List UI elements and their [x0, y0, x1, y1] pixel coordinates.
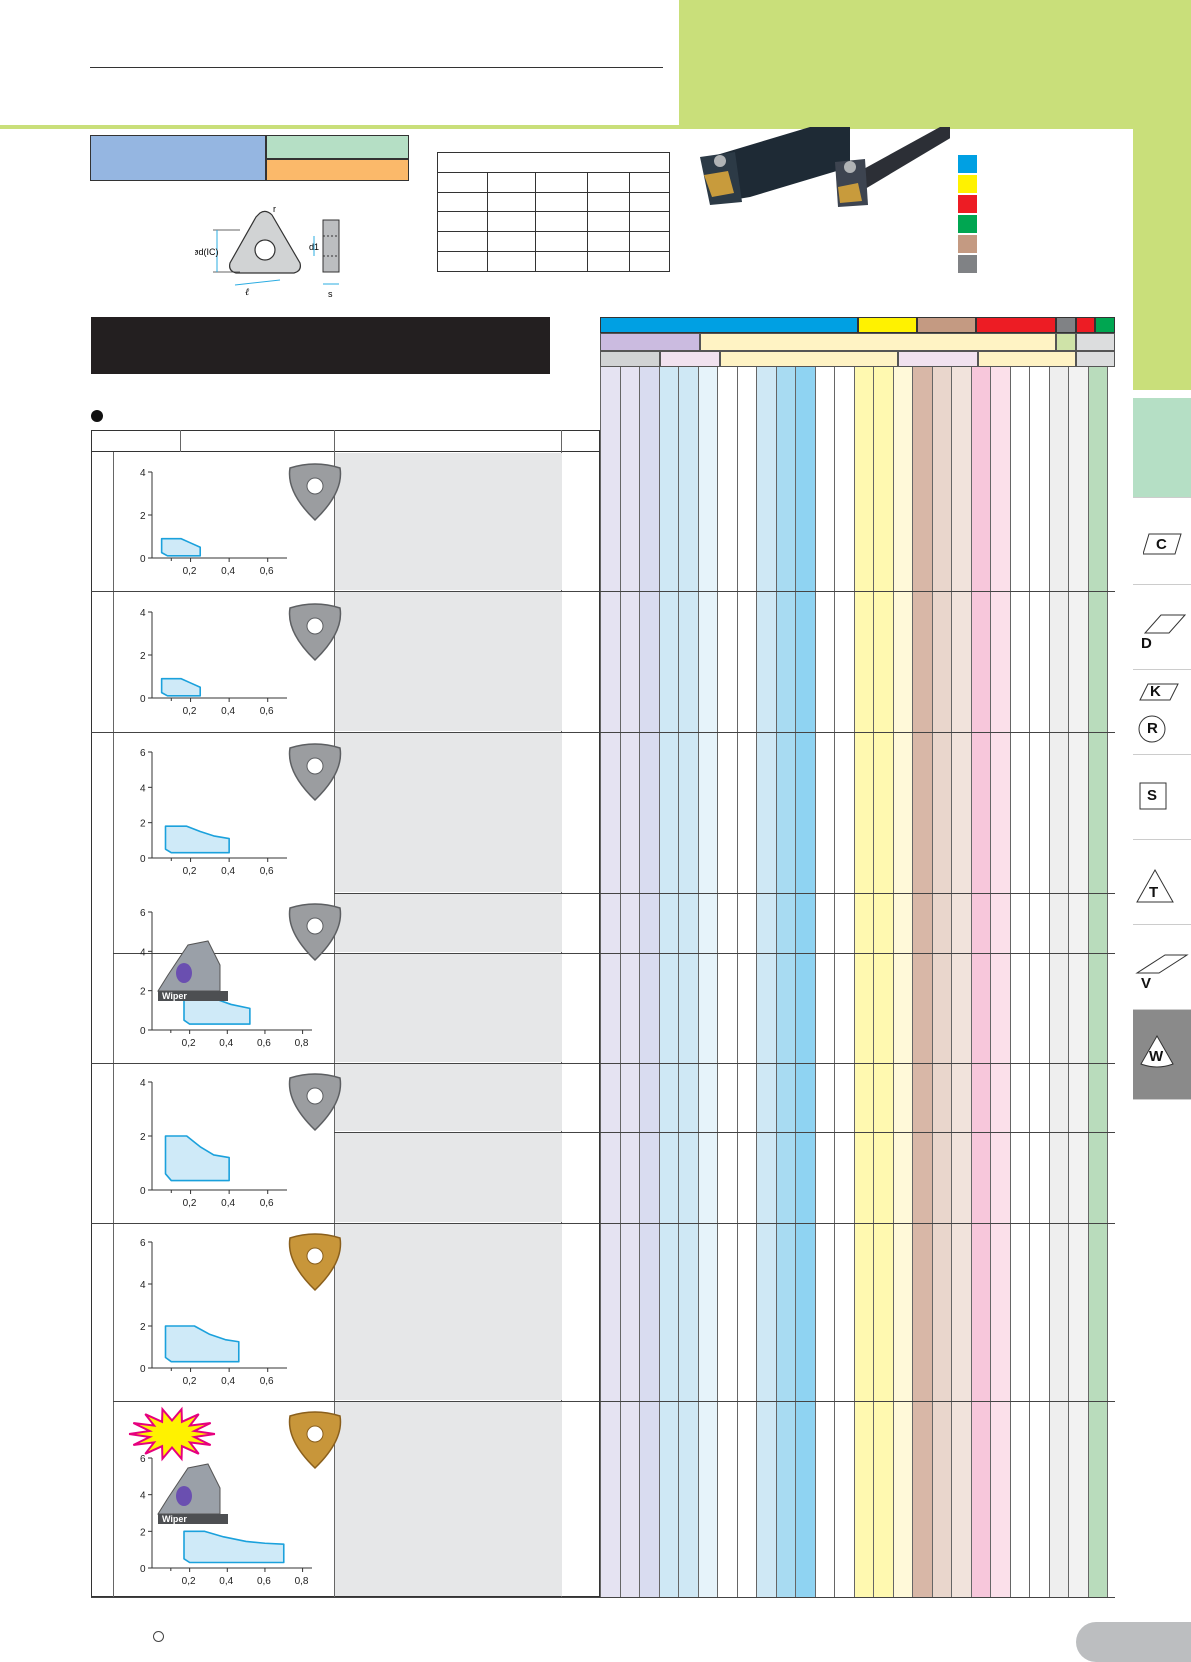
- grade-column-line: [1010, 367, 1011, 1597]
- x-tick-label: 0,4: [219, 1576, 234, 1587]
- row-line: [91, 732, 1115, 733]
- grade-column-line: [776, 367, 777, 1597]
- x-tick-label: 0,2: [181, 1576, 196, 1587]
- grade-column: [1068, 367, 1088, 1597]
- grade-column: [815, 367, 835, 1597]
- grade-column-line: [834, 367, 835, 1597]
- subband-9: [978, 351, 1076, 367]
- side-tab-d-label: D: [1141, 635, 1152, 652]
- grade-column-line: [1049, 367, 1050, 1597]
- diameter-label: ød(IC): [195, 247, 219, 257]
- grade-column-line: [756, 367, 757, 1597]
- chart-svg: [114, 900, 334, 1060]
- grade-column-line: [893, 367, 894, 1597]
- x-tick-label: 0,4: [219, 1038, 234, 1049]
- legend-swatch-g: [958, 255, 977, 273]
- insert-photo: [290, 464, 341, 520]
- grade-column-line: [1088, 367, 1089, 1597]
- y-tick-label: 2: [140, 1132, 146, 1143]
- x-tick-label: 0,8: [294, 1038, 309, 1049]
- x-tick-label: 0,4: [221, 706, 236, 717]
- x-tick-label: 0,4: [221, 866, 236, 877]
- y-tick-label: 0: [140, 854, 146, 865]
- side-tab-v-label: V: [1141, 975, 1152, 992]
- subband-4: [1076, 333, 1115, 351]
- y-tick-label: 4: [140, 468, 146, 479]
- x-tick-label: 0,6: [259, 706, 274, 717]
- side-tab-c[interactable]: [1133, 500, 1191, 585]
- x-tick-label: 0,6: [259, 566, 274, 577]
- side-tab-t[interactable]: [1133, 840, 1191, 925]
- side-tab-c-label: C: [1156, 536, 1167, 553]
- row-line: [91, 591, 1115, 592]
- grade-column: [717, 367, 737, 1597]
- chart-svg: [114, 460, 334, 588]
- header-rule: [90, 67, 663, 68]
- grade-column: [854, 367, 874, 1597]
- grade-column-line: [698, 367, 699, 1597]
- x-tick-label: 0,4: [221, 1198, 236, 1209]
- application-range: [184, 1531, 284, 1562]
- description-cell: [335, 1133, 562, 1222]
- grade-column: [1029, 367, 1049, 1597]
- x-tick-label: 0,6: [256, 1038, 271, 1049]
- legend-swatch-n: [958, 195, 977, 213]
- x-tick-label: 0,2: [182, 706, 197, 717]
- header-divider: [180, 430, 181, 452]
- x-tick-label: 0,2: [182, 566, 197, 577]
- y-tick-label: 0: [140, 554, 146, 565]
- y-tick-label: 2: [140, 818, 146, 830]
- x-tick-label: 0,2: [182, 1376, 197, 1387]
- side-tab-s-label: S: [1147, 787, 1158, 804]
- side-tab-k-label: K: [1150, 683, 1161, 700]
- application-range: [162, 539, 201, 556]
- x-tick-label: 0,6: [259, 1376, 274, 1387]
- grade-column: [932, 367, 952, 1597]
- insert-photo: [290, 1234, 341, 1290]
- grade-column-line: [854, 367, 855, 1597]
- legend-swatch-m: [958, 175, 977, 193]
- y-tick-label: 0: [140, 1026, 146, 1037]
- y-tick-label: 6: [140, 1454, 146, 1465]
- description-cell: [335, 1402, 562, 1596]
- chart-svg: [114, 600, 334, 728]
- y-tick-label: 0: [140, 1186, 146, 1197]
- grade-column: [990, 367, 1010, 1597]
- band-h: [1095, 317, 1115, 333]
- bullet-icon: [91, 410, 103, 422]
- grade-column-line: [1107, 367, 1108, 1597]
- insert-hole: [307, 618, 323, 634]
- description-cell: [335, 592, 562, 731]
- subband-8: [898, 351, 978, 367]
- grade-column-line: [659, 367, 660, 1597]
- y-tick-label: 2: [140, 1527, 146, 1539]
- side-tab-d[interactable]: [1133, 585, 1191, 670]
- y-tick-label: 2: [140, 511, 146, 522]
- grade-column: [639, 367, 659, 1597]
- description-cell: [335, 1064, 562, 1131]
- chart-svg: [114, 740, 334, 888]
- band-m: [858, 317, 917, 333]
- grade-column: [659, 367, 679, 1597]
- grade-column: [737, 367, 757, 1597]
- subband-1: [600, 333, 700, 351]
- wiper-illustration: [158, 941, 228, 1001]
- x-tick-label: 0,6: [256, 1576, 271, 1587]
- side-tab-t-label: T: [1149, 884, 1159, 901]
- grade-column-line: [971, 367, 972, 1597]
- grade-column: [1010, 367, 1030, 1597]
- insert-hole: [307, 1426, 323, 1442]
- row-line: [334, 1132, 1115, 1133]
- description-cell: [335, 894, 562, 952]
- legend-swatch-h: [958, 215, 977, 233]
- grade-column-line: [600, 367, 601, 1597]
- description-cell: [335, 1224, 562, 1400]
- x-tick-label: 0,2: [182, 1198, 197, 1209]
- header-band: [679, 0, 1191, 127]
- x-tick-label: 0,2: [181, 1038, 196, 1049]
- y-tick-label: 4: [140, 947, 146, 959]
- grade-column-line: [737, 367, 738, 1597]
- wiper-label: Wiper: [162, 1514, 187, 1524]
- insert-photo: [290, 904, 341, 960]
- band-g: [1056, 317, 1076, 333]
- grade-column-line: [620, 367, 621, 1597]
- insert-geometry-diagram: [195, 200, 365, 300]
- y-tick-label: 6: [140, 1238, 146, 1249]
- chip-breaker-chart: [114, 1230, 334, 1398]
- row-line: [113, 1401, 1115, 1402]
- grade-column: [620, 367, 640, 1597]
- side-tab-k-r[interactable]: [1133, 670, 1191, 755]
- grade-column-line: [678, 367, 679, 1597]
- grade-column: [971, 367, 991, 1597]
- grade-column-line: [717, 367, 718, 1597]
- side-band: [1133, 125, 1191, 390]
- application-range: [166, 1136, 230, 1181]
- y-tick-label: 6: [140, 748, 146, 759]
- y-tick-label: 2: [140, 651, 146, 662]
- grade-column: [951, 367, 971, 1597]
- chart-svg: [114, 1408, 334, 1598]
- y-tick-label: 4: [140, 1280, 146, 1291]
- x-tick-label: 0,6: [259, 1198, 274, 1209]
- grade-column: [698, 367, 718, 1597]
- y-tick-label: 2: [140, 986, 146, 998]
- x-tick-label: 0,4: [221, 1376, 236, 1387]
- grade-column: [893, 367, 913, 1597]
- description-cell: [335, 453, 562, 590]
- side-tab-v[interactable]: [1133, 925, 1191, 1010]
- band-s: [917, 317, 976, 333]
- category-block-blue: [90, 135, 266, 181]
- wiper-contact: [176, 1486, 192, 1506]
- application-range: [166, 1326, 239, 1362]
- x-tick-label: 0,6: [259, 866, 274, 877]
- y-tick-label: 0: [140, 1564, 146, 1575]
- x-tick-label: 0,2: [182, 866, 197, 877]
- grade-column-line: [815, 367, 816, 1597]
- application-range: [162, 679, 201, 696]
- header-strip: [0, 125, 1191, 129]
- side-tab-w[interactable]: [1133, 1010, 1191, 1100]
- application-range: [166, 826, 230, 853]
- subband-5: [600, 351, 660, 367]
- insert-photo: [290, 744, 341, 800]
- band-p: [600, 317, 858, 333]
- grade-column: [873, 367, 893, 1597]
- band-n: [976, 317, 1056, 333]
- row-line: [91, 1223, 1115, 1224]
- insert-hole: [307, 1248, 323, 1264]
- section-title-bar: [91, 317, 550, 374]
- grade-column: [1088, 367, 1108, 1597]
- chip-breaker-chart: [114, 600, 334, 728]
- subband-10: [1076, 351, 1115, 367]
- wiper-label: Wiper: [162, 991, 187, 1001]
- subband-6: [660, 351, 720, 367]
- grade-column-line: [795, 367, 796, 1597]
- legend-swatch-s: [958, 235, 977, 253]
- band-n2: [1076, 317, 1095, 333]
- chart-svg: [114, 1070, 334, 1220]
- side-tab-w-label: W: [1149, 1048, 1164, 1065]
- subband-2: [700, 333, 1056, 351]
- grade-column: [756, 367, 776, 1597]
- grade-column-line: [1029, 367, 1030, 1597]
- length-label: ℓ: [245, 287, 250, 298]
- grade-column: [678, 367, 698, 1597]
- subband-3: [1056, 333, 1076, 351]
- y-tick-label: 4: [140, 1490, 146, 1502]
- legend-swatch-p: [958, 155, 977, 173]
- footer-circle-icon: [153, 1631, 164, 1642]
- grade-column-line: [990, 367, 991, 1597]
- grade-column-line: [912, 367, 913, 1597]
- grade-column: [912, 367, 932, 1597]
- y-tick-label: 4: [140, 1078, 146, 1089]
- insert-hole: [307, 918, 323, 934]
- row-line: [334, 893, 1115, 894]
- chip-breaker-chart: [114, 460, 334, 588]
- header-divider: [334, 430, 335, 452]
- thickness-label: s: [328, 289, 333, 299]
- side-tab-section[interactable]: [1133, 398, 1191, 498]
- y-tick-label: 4: [140, 608, 146, 619]
- grade-column: [1049, 367, 1069, 1597]
- grade-column-line: [932, 367, 933, 1597]
- y-tick-label: 0: [140, 694, 146, 705]
- d1-label: d1: [309, 242, 320, 252]
- description-cell: [335, 733, 562, 892]
- grade-column-line: [639, 367, 640, 1597]
- category-block-orange: [266, 159, 409, 181]
- toolholder-photos: [690, 127, 950, 237]
- grade-column-line: [873, 367, 874, 1597]
- description-cell: [335, 954, 562, 1062]
- row-line: [91, 1063, 1115, 1064]
- insert-photo: [290, 604, 341, 660]
- insert-photo: [290, 1412, 341, 1468]
- category-block-green: [266, 135, 409, 159]
- grade-column: [795, 367, 815, 1597]
- insert-hole: [307, 758, 323, 774]
- insert-hole: [307, 1088, 323, 1104]
- grade-column-line: [1068, 367, 1069, 1597]
- dimension-table-header: [438, 153, 670, 173]
- grade-column: [600, 367, 620, 1597]
- chip-breaker-chart: [114, 740, 334, 888]
- wiper-contact: [176, 963, 192, 983]
- new-star-burst: [129, 1409, 215, 1458]
- y-tick-label: 4: [140, 783, 146, 795]
- wiper-illustration: [158, 1464, 228, 1524]
- page-number-tab: [1076, 1622, 1191, 1662]
- x-tick-label: 0,8: [294, 1576, 309, 1587]
- dimension-table: [437, 152, 670, 272]
- subband-7: [720, 351, 898, 367]
- side-tab-s[interactable]: [1133, 755, 1191, 840]
- y-tick-label: 2: [140, 1322, 146, 1333]
- chip-breaker-chart: [114, 1070, 334, 1220]
- radius-label: r: [273, 204, 276, 214]
- chip-breaker-chart: [114, 1408, 334, 1598]
- chart-svg: [114, 1230, 334, 1398]
- x-tick-label: 0,4: [221, 566, 236, 577]
- grade-column: [776, 367, 796, 1597]
- insert-hole: [307, 478, 323, 494]
- chip-breaker-chart: [114, 900, 334, 1060]
- y-tick-label: 6: [140, 908, 146, 919]
- grade-column-line: [951, 367, 952, 1597]
- product-table-header: [91, 430, 600, 452]
- grade-column: [834, 367, 854, 1597]
- y-tick-label: 0: [140, 1364, 146, 1375]
- header-divider: [561, 430, 562, 452]
- side-tab-r-label: R: [1147, 720, 1158, 737]
- insert-photo: [290, 1074, 341, 1130]
